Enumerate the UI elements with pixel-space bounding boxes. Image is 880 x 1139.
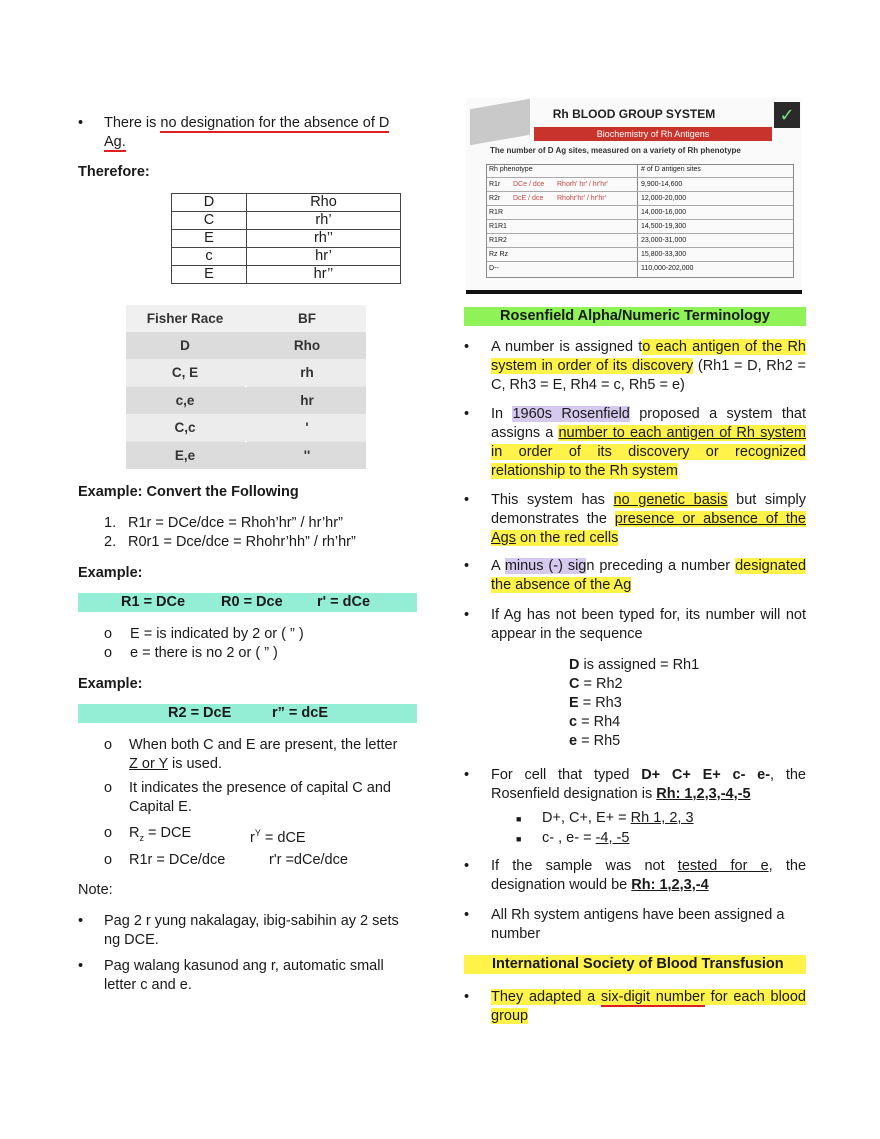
cell-sub-list [516, 809, 694, 849]
text: is used. [167, 756, 222, 772]
convert-list [104, 514, 356, 552]
table-cell: hr’ [246, 248, 400, 266]
list-item [569, 656, 699, 675]
text: D+, C+, E+ = [542, 810, 631, 826]
rosenfield-heading: Rosenfield Alpha/Numeric Terminology [464, 307, 806, 326]
image-title: Rh BLOOD GROUP SYSTEM [552, 107, 716, 121]
small-table [171, 193, 401, 284]
highlight: They adapted a [491, 989, 601, 1005]
table-cell: E [172, 266, 247, 284]
table-cell: rh’ [246, 212, 400, 230]
table-cell: C [172, 212, 247, 230]
text: 12,000-20,000 [641, 195, 687, 202]
text: Pag 2 r yung nakalagay, ibig-sabihin ay 2 sets ng DCE. [104, 913, 399, 948]
text: c [569, 714, 578, 730]
text: = Rh4 [577, 714, 621, 730]
bullet-1960s: • In 1960s Rosenfield proposed a system that assigns a number to each antigen of Rh system in order of its discovery or recognized relationship to the Rh system [464, 406, 806, 479]
text: This system has [491, 492, 614, 508]
teal-box-1 [78, 593, 417, 612]
table-cell: hr’’ [246, 266, 400, 284]
underlined-text: Ag. [104, 134, 126, 150]
list-item [569, 694, 699, 713]
table-row [172, 194, 401, 212]
bullet-six-digit: • They adapted a six-digit number for each blood group [464, 989, 806, 1024]
table-row [487, 219, 793, 233]
text: R1r = DCe/dce = Rhoh’hr” / hr’hr” [128, 515, 343, 531]
text: R1R [489, 209, 504, 216]
text: R1r [489, 181, 501, 188]
text: 14,500-19,300 [641, 223, 687, 230]
underlined-text: no designation for the absence of D [160, 115, 390, 131]
text: '' [303, 447, 311, 463]
text: Pag walang kasunod ang r, automatic small letter c and e. [104, 958, 384, 993]
highlight: number to each antigen of Rh system [558, 425, 806, 441]
text: , the designation would be [491, 858, 807, 893]
text: D+ C+ E+ c- e- [641, 767, 771, 783]
table-cell: D [172, 194, 247, 212]
bullet-genetic-basis: • This system has no genetic basis but simply demonstrates the presence or absence of the Ags on the red cells [464, 492, 806, 546]
table-row [487, 177, 793, 191]
note-item-2: • Pag walang kasunod ang r, automatic small letter c and e. [78, 957, 418, 995]
sub-item-capital: o It indicates the presence of capital C and Capital E. [104, 779, 419, 817]
table-row [126, 387, 366, 414]
text: When both C and E are present, the letter [129, 737, 398, 753]
text: In [491, 406, 513, 422]
text: (Rh1 = D, Rh2 = C, Rh3 = E, Rh4 = c, Rh5 = e) [491, 358, 806, 393]
list-item: o e = there is no 2 or ( ” ) [104, 645, 278, 661]
text: -4, -5 [595, 830, 630, 846]
table-row [487, 247, 793, 261]
therefore-label: Therefore: [78, 164, 150, 180]
highlight: designated the absence of the Ag [491, 558, 807, 593]
table-row [487, 205, 793, 219]
text: Z or Y [129, 756, 168, 772]
text: C [569, 676, 580, 692]
text: D-- [489, 265, 499, 272]
text: E,e [174, 447, 196, 463]
table-row [172, 248, 401, 266]
text: tested for e [677, 858, 769, 874]
text: Rz Rz [489, 251, 509, 258]
bullet-not-tested: • If the sample was not tested for e, the designation would be Rh: 1,2,3,-4 [464, 858, 807, 893]
text: Rhorh' hr' / hr'hr' [557, 181, 608, 188]
text: n preceding a number [586, 558, 736, 574]
list-item [569, 675, 699, 694]
sub-list-1 [104, 625, 304, 663]
bullet-minus-sign: • A minus (-) sign preceding a number designated the absence of the Ag [464, 558, 807, 593]
text: R0 = Dce [221, 594, 283, 610]
text: It indicates the presence of capital C and Capital E. [129, 780, 391, 815]
text: All Rh system antigens have been assigned a number [491, 907, 785, 942]
bullet-cell-typed: • For cell that typed D+ C+ E+ c- e-, the Rosenfield designation is Rh: 1,2,3,-4,-5 [464, 767, 806, 802]
text: 23,000-31,000 [641, 237, 687, 244]
text: e = there is no 2 or ( ” ) [130, 645, 278, 661]
image-caption: The number of D Ag sites, measured on a variety of Rh phenotype [490, 146, 741, 155]
text: = Rh3 [578, 695, 622, 711]
highlight: six-digit number [600, 989, 705, 1005]
highlight: 1960s Rosenfield [512, 406, 630, 422]
rh-blood-group-image [466, 98, 802, 294]
text: R1 = DCe [121, 594, 186, 610]
text: r” = dcE [272, 705, 329, 721]
text: DCe / dce [513, 181, 545, 188]
text: ' [305, 420, 309, 436]
note-label: Note: [78, 882, 113, 898]
text: is assigned = Rh1 [579, 657, 700, 673]
text: R2 = DcE [168, 705, 232, 721]
text: R2r [489, 195, 501, 202]
teal-box-2 [78, 704, 417, 723]
pen-image [470, 99, 530, 146]
list-item [569, 713, 699, 732]
bullet-no-designation: • There is no designation for the absence of D Ag. [78, 115, 390, 150]
text: e [569, 733, 578, 749]
sub-item-z-or-y: o When both C and E are present, the letter Z or Y is used. [104, 737, 398, 772]
text: Rhohr'hr' / hr'hr' [557, 195, 606, 202]
text: E = is indicated by 2 or ( ” ) [130, 626, 304, 642]
text: There is [104, 115, 161, 131]
bullet-all-assigned: • All Rh system antigens have been assigned a number [464, 906, 806, 944]
text: C, E [171, 365, 199, 381]
text: 110,000-202,000 [641, 265, 694, 272]
table-cell: E [172, 230, 247, 248]
text: Rh 1, 2, 3 [630, 810, 694, 826]
isbt-heading: International Society of Blood Transfusion [464, 955, 806, 974]
text: If Ag has not been typed for, its number will not appear in the sequence [491, 607, 806, 642]
text: Rh phenotype [489, 166, 533, 173]
table-cell: c [172, 248, 247, 266]
table-row [487, 261, 793, 275]
image-table [486, 164, 794, 278]
table-row [487, 233, 793, 247]
list-item: 2. R0r1 = Dce/dce = Rhohr’hh” / rh’hr” [104, 534, 356, 550]
highlight: no genetic basis [613, 492, 728, 508]
text: R1R2 [489, 237, 507, 244]
text: c- , e- = [542, 830, 596, 846]
text: D [569, 657, 580, 673]
highlight: o each antigen of the Rh system in order of its discovery [491, 339, 806, 374]
list-item: ■ D+, C+, E+ = Rh 1, 2, 3 [516, 810, 694, 826]
text: , the Rosenfield designation is [491, 767, 806, 802]
list-item [569, 732, 699, 751]
fisher-race-image [126, 305, 366, 469]
text: Rh: 1,2,3,-4 [631, 877, 709, 893]
highlight: for each blood group [491, 989, 806, 1024]
text: 15,800-33,300 [641, 251, 687, 258]
text: = Rh2 [579, 676, 623, 692]
highlight: presence or absence of the Ags [491, 511, 806, 546]
table-row [126, 442, 366, 469]
image-subtitle: Biochemistry of Rh Antigens [534, 127, 772, 141]
table-cell: Rho [246, 194, 400, 212]
text: c,e [175, 392, 195, 408]
text: If the sample was not [491, 858, 678, 874]
list-item: ■ c- , e- = -4, -5 [516, 830, 630, 846]
text: = Rh5 [577, 733, 621, 749]
text: but simply demonstrates the [491, 492, 806, 527]
text: hr [300, 392, 314, 408]
text: D [180, 338, 190, 353]
text: DcE / dce [513, 195, 544, 202]
text: 14,000-16,000 [641, 209, 687, 216]
table-row [126, 332, 366, 359]
table-row [487, 191, 793, 205]
example-heading-1: Example: [78, 565, 143, 581]
text: 9,900-14,600 [641, 181, 683, 188]
table-row [126, 359, 366, 386]
text: # of D antigen sites [641, 166, 701, 173]
text: For cell that typed [491, 767, 642, 783]
table-row [172, 212, 401, 230]
table-row [126, 414, 366, 441]
text: BF [298, 311, 316, 326]
text: C,c [174, 420, 196, 436]
text: r' = dCe [317, 594, 371, 610]
check-icon: ✓ [774, 102, 800, 128]
text: E [569, 695, 579, 711]
assign-list [569, 656, 699, 751]
note-item-1: • Pag 2 r yung nakalagay, ibig-sabihin ay 2 sets ng DCE. [78, 912, 418, 950]
highlight: minus (-) sig [504, 558, 587, 574]
text: R1R1 [489, 223, 507, 230]
text: Rho [293, 338, 321, 353]
list-item: o E = is indicated by 2 or ( ” ) [104, 626, 304, 642]
example-convert-heading: Example: Convert the Following [78, 484, 299, 500]
highlight: in order of its discovery or recognized relationship to the Rh system [491, 444, 806, 479]
table-row [126, 305, 366, 332]
table-row [172, 266, 401, 284]
text: R0r1 = Dce/dce = Rhohr’hh” / rh’hr” [128, 534, 356, 550]
example-heading-2: Example: [78, 676, 143, 692]
text: Rh: 1,2,3,-4,-5 [656, 786, 751, 802]
text: R1r = DCe/dce [129, 852, 226, 868]
text: A number is assigned t [491, 339, 643, 355]
text: rh [300, 365, 314, 381]
text: r'r =dCe/dce [269, 852, 348, 868]
table-row [172, 230, 401, 248]
highlight: on the red cells [516, 530, 619, 546]
list-item: 1. R1r = DCe/dce = Rhoh’hr” / hr’hr” [104, 515, 343, 531]
bullet-not-typed: • If Ag has not been typed for, its number will not appear in the sequence [464, 607, 806, 642]
table-cell: rh’’ [246, 230, 400, 248]
text: A [491, 558, 505, 574]
bullet-number-assigned: • A number is assigned to each antigen of the Rh system in order of its discovery (Rh1 = D, Rh2 = C, Rh3 = E, Rh4 = c, Rh5 = e) [464, 339, 806, 393]
text: proposed a system that assigns a [491, 406, 806, 441]
text: Fisher Race [146, 311, 224, 326]
